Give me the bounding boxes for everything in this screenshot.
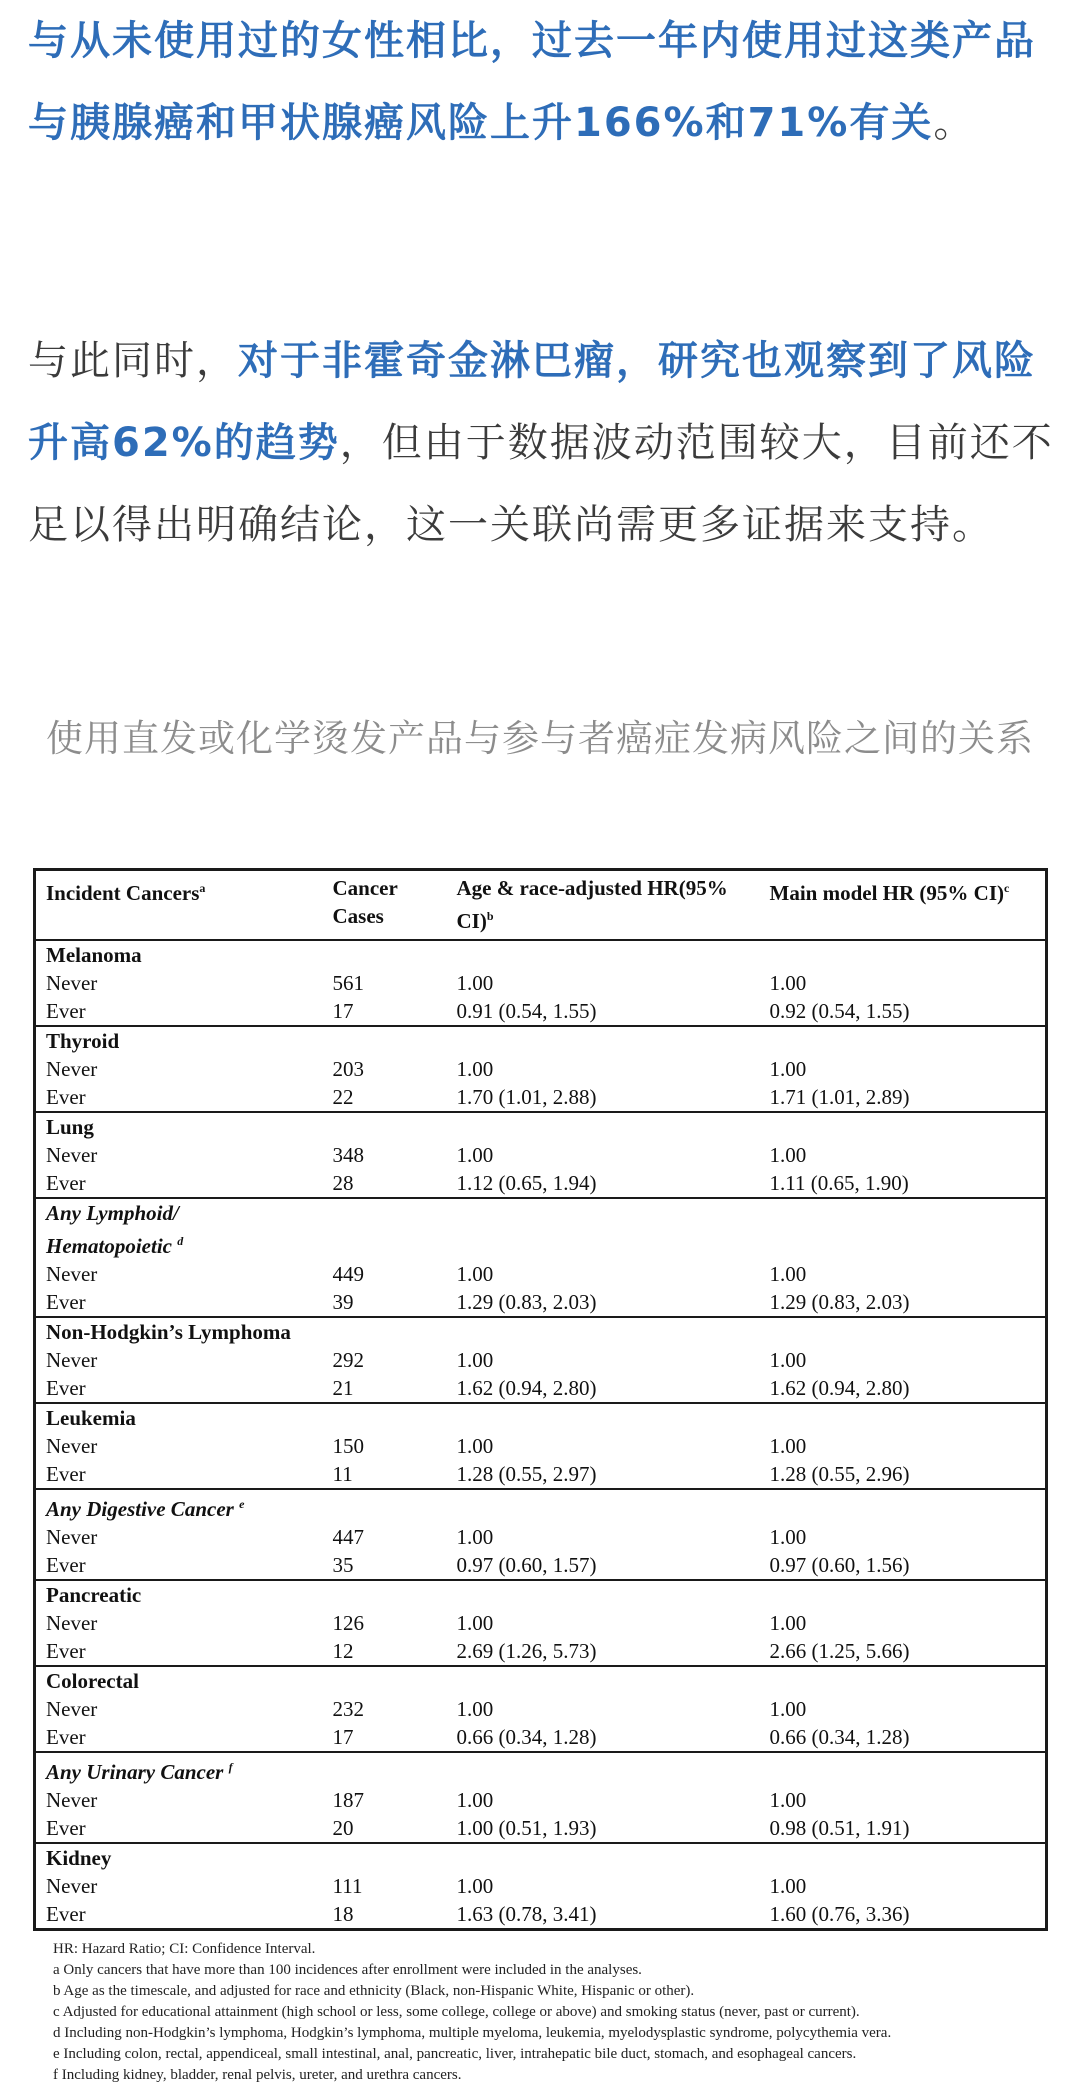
table-row (35, 1432, 1047, 1460)
main-model-hr-cell: 1.11 (0.65, 1.90) (769, 1171, 909, 1195)
cancer-cases-cell: 35 (332, 1553, 354, 1577)
cancer-cases-cell: 150 (332, 1434, 364, 1458)
empty-cell (760, 1317, 1047, 1346)
cancer-type-label: Melanoma (46, 943, 142, 967)
empty-cell (447, 1666, 760, 1695)
adjusted-hr-cell: 1.00 (456, 1262, 494, 1286)
empty-cell (313, 1752, 447, 1786)
cancer-cases-cell: 449 (332, 1262, 364, 1286)
adjusted-hr-cell: 1.12 (0.65, 1.94) (456, 1171, 597, 1195)
empty-cell (313, 1317, 447, 1346)
cancer-cases-cell: 28 (332, 1171, 354, 1195)
main-model-hr-cell: 1.00 (769, 1262, 807, 1286)
table-group-header-row (35, 1489, 1047, 1523)
exposure-label: Ever (46, 999, 86, 1023)
table-row (35, 1786, 1047, 1814)
exposure-label: Ever (46, 1816, 86, 1840)
adjusted-hr-cell: 1.00 (456, 1525, 494, 1549)
table-row (35, 1695, 1047, 1723)
paragraph-2-highlight: 对于非霍奇金淋巴瘤，研究也观察到了风险升高62%的趋势 (28, 338, 1036, 466)
exposure-label: Ever (46, 1639, 86, 1663)
adjusted-hr-cell: 1.00 (456, 1348, 494, 1372)
main-model-hr-cell: 1.62 (0.94, 2.80) (769, 1376, 910, 1400)
exposure-label: Ever (46, 1462, 86, 1486)
paragraph-2-lead: 与此同时， (28, 338, 238, 384)
exposure-label: Ever (46, 1171, 86, 1195)
table-row (35, 1723, 1047, 1752)
table-row (35, 1872, 1047, 1900)
paragraph-1-tail: 。 (933, 100, 976, 146)
cancer-cases-cell: 126 (332, 1611, 364, 1635)
main-model-hr-cell: 1.00 (769, 1874, 807, 1898)
main-model-hr-cell: 1.00 (769, 1788, 807, 1812)
exposure-label: Never (46, 1348, 98, 1372)
cancer-cases-cell: 292 (332, 1348, 364, 1372)
exposure-label: Never (46, 971, 98, 995)
empty-cell (447, 1489, 760, 1523)
cancer-cases-cell: 348 (332, 1143, 364, 1167)
empty-cell (760, 1112, 1047, 1141)
cancer-cases-cell: 203 (332, 1057, 364, 1081)
adjusted-hr-cell: 1.00 (456, 1697, 494, 1721)
main-model-hr-cell: 1.71 (1.01, 2.89) (769, 1085, 910, 1109)
empty-cell (760, 1198, 1047, 1260)
header-cancer-cases: Cancer Cases (313, 870, 447, 941)
header-adjusted-hr: Age & race-adjusted HR(95% CI)$^b$ (447, 870, 760, 941)
table-footnotes (33, 1939, 1045, 2086)
exposure-label: Never (46, 1262, 98, 1286)
footnote: b Age as the timescale, and adjusted for race and ethnicity (Black, non-Hispanic White, Hispanic or other). (53, 1983, 695, 1999)
exposure-label: Never (46, 1874, 98, 1898)
exposure-label: Never (46, 1525, 98, 1549)
table-row (35, 1523, 1047, 1551)
empty-cell (447, 1843, 760, 1872)
exposure-label: Ever (46, 1902, 86, 1926)
empty-cell (447, 1026, 760, 1055)
main-model-hr-cell: 1.00 (769, 1348, 807, 1372)
header-main-model-hr: Main model HR (95% CI)$^c$ (760, 870, 1047, 941)
figure-caption: 使用直发或化学烫发产品与参与者癌症发病风险之间的关系 (46, 717, 1034, 760)
empty-cell (313, 1843, 447, 1872)
empty-cell (447, 940, 760, 969)
footnote: e Including colon, rectal, appendiceal, small intestinal, anal, pancreatic, liver, intrahepatic bile duct, stomach, and esophageal cancers. (53, 2046, 857, 2062)
exposure-label: Ever (46, 1085, 86, 1109)
adjusted-hr-cell: 1.63 (0.78, 3.41) (456, 1902, 597, 1926)
empty-cell (760, 1026, 1047, 1055)
table-row (35, 1055, 1047, 1083)
cancer-type-label: Lung (35, 1112, 313, 1141)
table-group-header-row (35, 1112, 1047, 1141)
main-model-hr-cell: 1.00 (769, 1611, 807, 1635)
table-row (35, 1260, 1047, 1288)
table-group-header-row (35, 1580, 1047, 1609)
table-row (35, 1609, 1047, 1637)
cancer-type-label: Any Digestive Cancer $^e$ (35, 1489, 313, 1523)
cancer-type-label: Thyroid (35, 1026, 313, 1055)
main-model-hr-cell: 1.00 (769, 1525, 807, 1549)
footnote: HR: Hazard Ratio; CI: Confidence Interval. (53, 1941, 316, 1957)
empty-cell (313, 1489, 447, 1523)
main-model-hr-cell: 1.28 (0.55, 2.96) (769, 1462, 910, 1486)
empty-cell (760, 1489, 1047, 1523)
table-group-header-row (35, 1317, 1047, 1346)
exposure-label: Never (46, 1143, 98, 1167)
main-model-hr-cell: 1.29 (0.83, 2.03) (769, 1290, 910, 1314)
table-group-header-row (35, 1752, 1047, 1786)
cancer-cases-cell: 17 (332, 1725, 354, 1749)
footnote: c Adjusted for educational attainment (high school or less, some college, college or above) and smoking status (never, past or current). (53, 2004, 860, 2020)
cancer-cases-cell: 20 (332, 1816, 354, 1840)
empty-cell (313, 1666, 447, 1695)
cancer-type-label: Any Lymphoid/ Hematopoietic $^d$ (35, 1198, 313, 1260)
table-row (35, 969, 1047, 997)
paragraph-1-highlight: 与从未使用过的女性相比，过去一年内使用过这类产品与胰腺癌和甲状腺癌风险上升166%和71%有关 (28, 18, 1036, 146)
main-model-hr-cell: 1.00 (769, 971, 807, 995)
article-paragraph-1 (28, 0, 1058, 164)
main-model-hr-cell: 1.00 (769, 1434, 807, 1458)
cancer-type-label: Kidney (35, 1843, 313, 1872)
cancer-type-label: Colorectal (35, 1666, 313, 1695)
adjusted-hr-cell: 1.70 (1.01, 2.88) (456, 1085, 597, 1109)
cancer-cases-cell: 18 (332, 1902, 354, 1926)
adjusted-hr-cell: 1.62 (0.94, 2.80) (456, 1376, 597, 1400)
adjusted-hr-cell: 2.69 (1.26, 5.73) (456, 1639, 597, 1663)
adjusted-hr-cell: 0.66 (0.34, 1.28) (456, 1725, 597, 1749)
table-row (35, 1637, 1047, 1666)
empty-cell (760, 940, 1047, 969)
main-model-hr-cell: 0.66 (0.34, 1.28) (769, 1725, 910, 1749)
footnote: f Including kidney, bladder, renal pelvis, ureter, and urethra cancers. (53, 2067, 462, 2083)
empty-cell (313, 1026, 447, 1055)
table-row (35, 1169, 1047, 1198)
cancer-cases-cell: 12 (332, 1639, 354, 1663)
table-row (35, 997, 1047, 1026)
table-group-header-row (35, 1198, 1047, 1260)
cancer-cases-cell: 232 (332, 1697, 364, 1721)
table-row (35, 1374, 1047, 1403)
exposure-label: Ever (46, 1553, 86, 1577)
cancer-type-label: Leukemia (35, 1403, 313, 1432)
table-group-header-row (35, 1403, 1047, 1432)
adjusted-hr-cell: 1.00 (456, 1143, 494, 1167)
exposure-label: Ever (46, 1376, 86, 1400)
cancer-risk-table (33, 868, 1048, 1931)
adjusted-hr-cell: 1.00 (0.51, 1.93) (456, 1816, 597, 1840)
table-group-header-row (35, 940, 1047, 969)
cancer-type-label: Pancreatic (35, 1580, 313, 1609)
exposure-label: Ever (46, 1725, 86, 1749)
empty-cell (313, 1580, 447, 1609)
table-row (35, 1460, 1047, 1489)
cancer-risk-table-figure (33, 868, 1045, 2086)
main-model-hr-cell: 0.97 (0.60, 1.56) (769, 1553, 910, 1577)
empty-cell (313, 1403, 447, 1432)
footnote: a Only cancers that have more than 100 incidences after enrollment were included in the analyses. (53, 1962, 642, 1978)
cancer-cases-cell: 21 (332, 1376, 354, 1400)
empty-cell (447, 1403, 760, 1432)
exposure-label: Ever (46, 1290, 86, 1314)
table-row (35, 1141, 1047, 1169)
cancer-cases-cell: 447 (332, 1525, 364, 1549)
main-model-hr-cell: 1.60 (0.76, 3.36) (769, 1902, 910, 1926)
exposure-label: Never (46, 1611, 98, 1635)
cancer-type-label: Any Urinary Cancer $^f$ (35, 1752, 313, 1786)
table-row (35, 1900, 1047, 1930)
adjusted-hr-cell: 0.91 (0.54, 1.55) (456, 999, 597, 1023)
table-group-header-row (35, 1843, 1047, 1872)
exposure-label: Never (46, 1788, 98, 1812)
footnote: d Including non-Hodgkin’s lymphoma, Hodgkin’s lymphoma, multiple myeloma, leukemia, myelodysplastic syndrome, polycythemia vera. (53, 2025, 892, 2041)
empty-cell (447, 1198, 760, 1260)
main-model-hr-cell: 1.00 (769, 1697, 807, 1721)
adjusted-hr-cell: 1.00 (456, 1434, 494, 1458)
exposure-label: Never (46, 1434, 98, 1458)
table-header-row (35, 870, 1047, 941)
main-model-hr-cell: 0.98 (0.51, 1.91) (769, 1816, 910, 1840)
empty-cell (447, 1580, 760, 1609)
empty-cell (447, 1112, 760, 1141)
empty-cell (760, 1403, 1047, 1432)
table-row (35, 1814, 1047, 1843)
empty-cell (760, 1843, 1047, 1872)
adjusted-hr-cell: 0.97 (0.60, 1.57) (456, 1553, 597, 1577)
adjusted-hr-cell: 1.00 (456, 1874, 494, 1898)
exposure-label: Never (46, 1697, 98, 1721)
cancer-cases-cell: 561 (332, 971, 364, 995)
adjusted-hr-cell: 1.28 (0.55, 2.97) (456, 1462, 597, 1486)
header-incident-cancers: Incident Cancers$^a$ (35, 870, 313, 941)
empty-cell (760, 1580, 1047, 1609)
adjusted-hr-cell: 1.29 (0.83, 2.03) (456, 1290, 597, 1314)
cancer-cases-cell: 111 (332, 1874, 363, 1898)
empty-cell (313, 1112, 447, 1141)
empty-cell (447, 1317, 760, 1346)
paragraph-2-tail: ，但由于数据波动范围较大，目前还不足以得出明确结论，这一关联尚需更多证据来支持。 (28, 420, 1054, 548)
adjusted-hr-cell: 1.00 (456, 1057, 494, 1081)
main-model-hr-cell: 1.00 (769, 1057, 807, 1081)
adjusted-hr-cell: 1.00 (456, 971, 494, 995)
table-row (35, 1083, 1047, 1112)
exposure-label: Never (46, 1057, 98, 1081)
adjusted-hr-cell: 1.00 (456, 1611, 494, 1635)
table-row (35, 1551, 1047, 1580)
adjusted-hr-cell: 1.00 (456, 1788, 494, 1812)
empty-cell (760, 1666, 1047, 1695)
cancer-cases-cell: 17 (332, 999, 354, 1023)
cancer-type-label: Non-Hodgkin’s Lymphoma (35, 1317, 313, 1346)
empty-cell (760, 1752, 1047, 1786)
empty-cell (313, 1198, 447, 1260)
empty-cell (447, 1752, 760, 1786)
cancer-cases-cell: 39 (332, 1290, 354, 1314)
table-group-header-row (35, 1666, 1047, 1695)
table-group-header-row (35, 1026, 1047, 1055)
table-row (35, 1288, 1047, 1317)
main-model-hr-cell: 0.92 (0.54, 1.55) (769, 999, 910, 1023)
article-paragraph-2 (28, 320, 1058, 566)
cancer-cases-cell: 187 (332, 1788, 364, 1812)
cancer-cases-cell: 11 (332, 1462, 353, 1486)
main-model-hr-cell: 1.00 (769, 1143, 807, 1167)
cancer-cases-cell: 22 (332, 1085, 354, 1109)
main-model-hr-cell: 2.66 (1.25, 5.66) (769, 1639, 910, 1663)
empty-cell (313, 940, 447, 969)
table-row (35, 1346, 1047, 1374)
